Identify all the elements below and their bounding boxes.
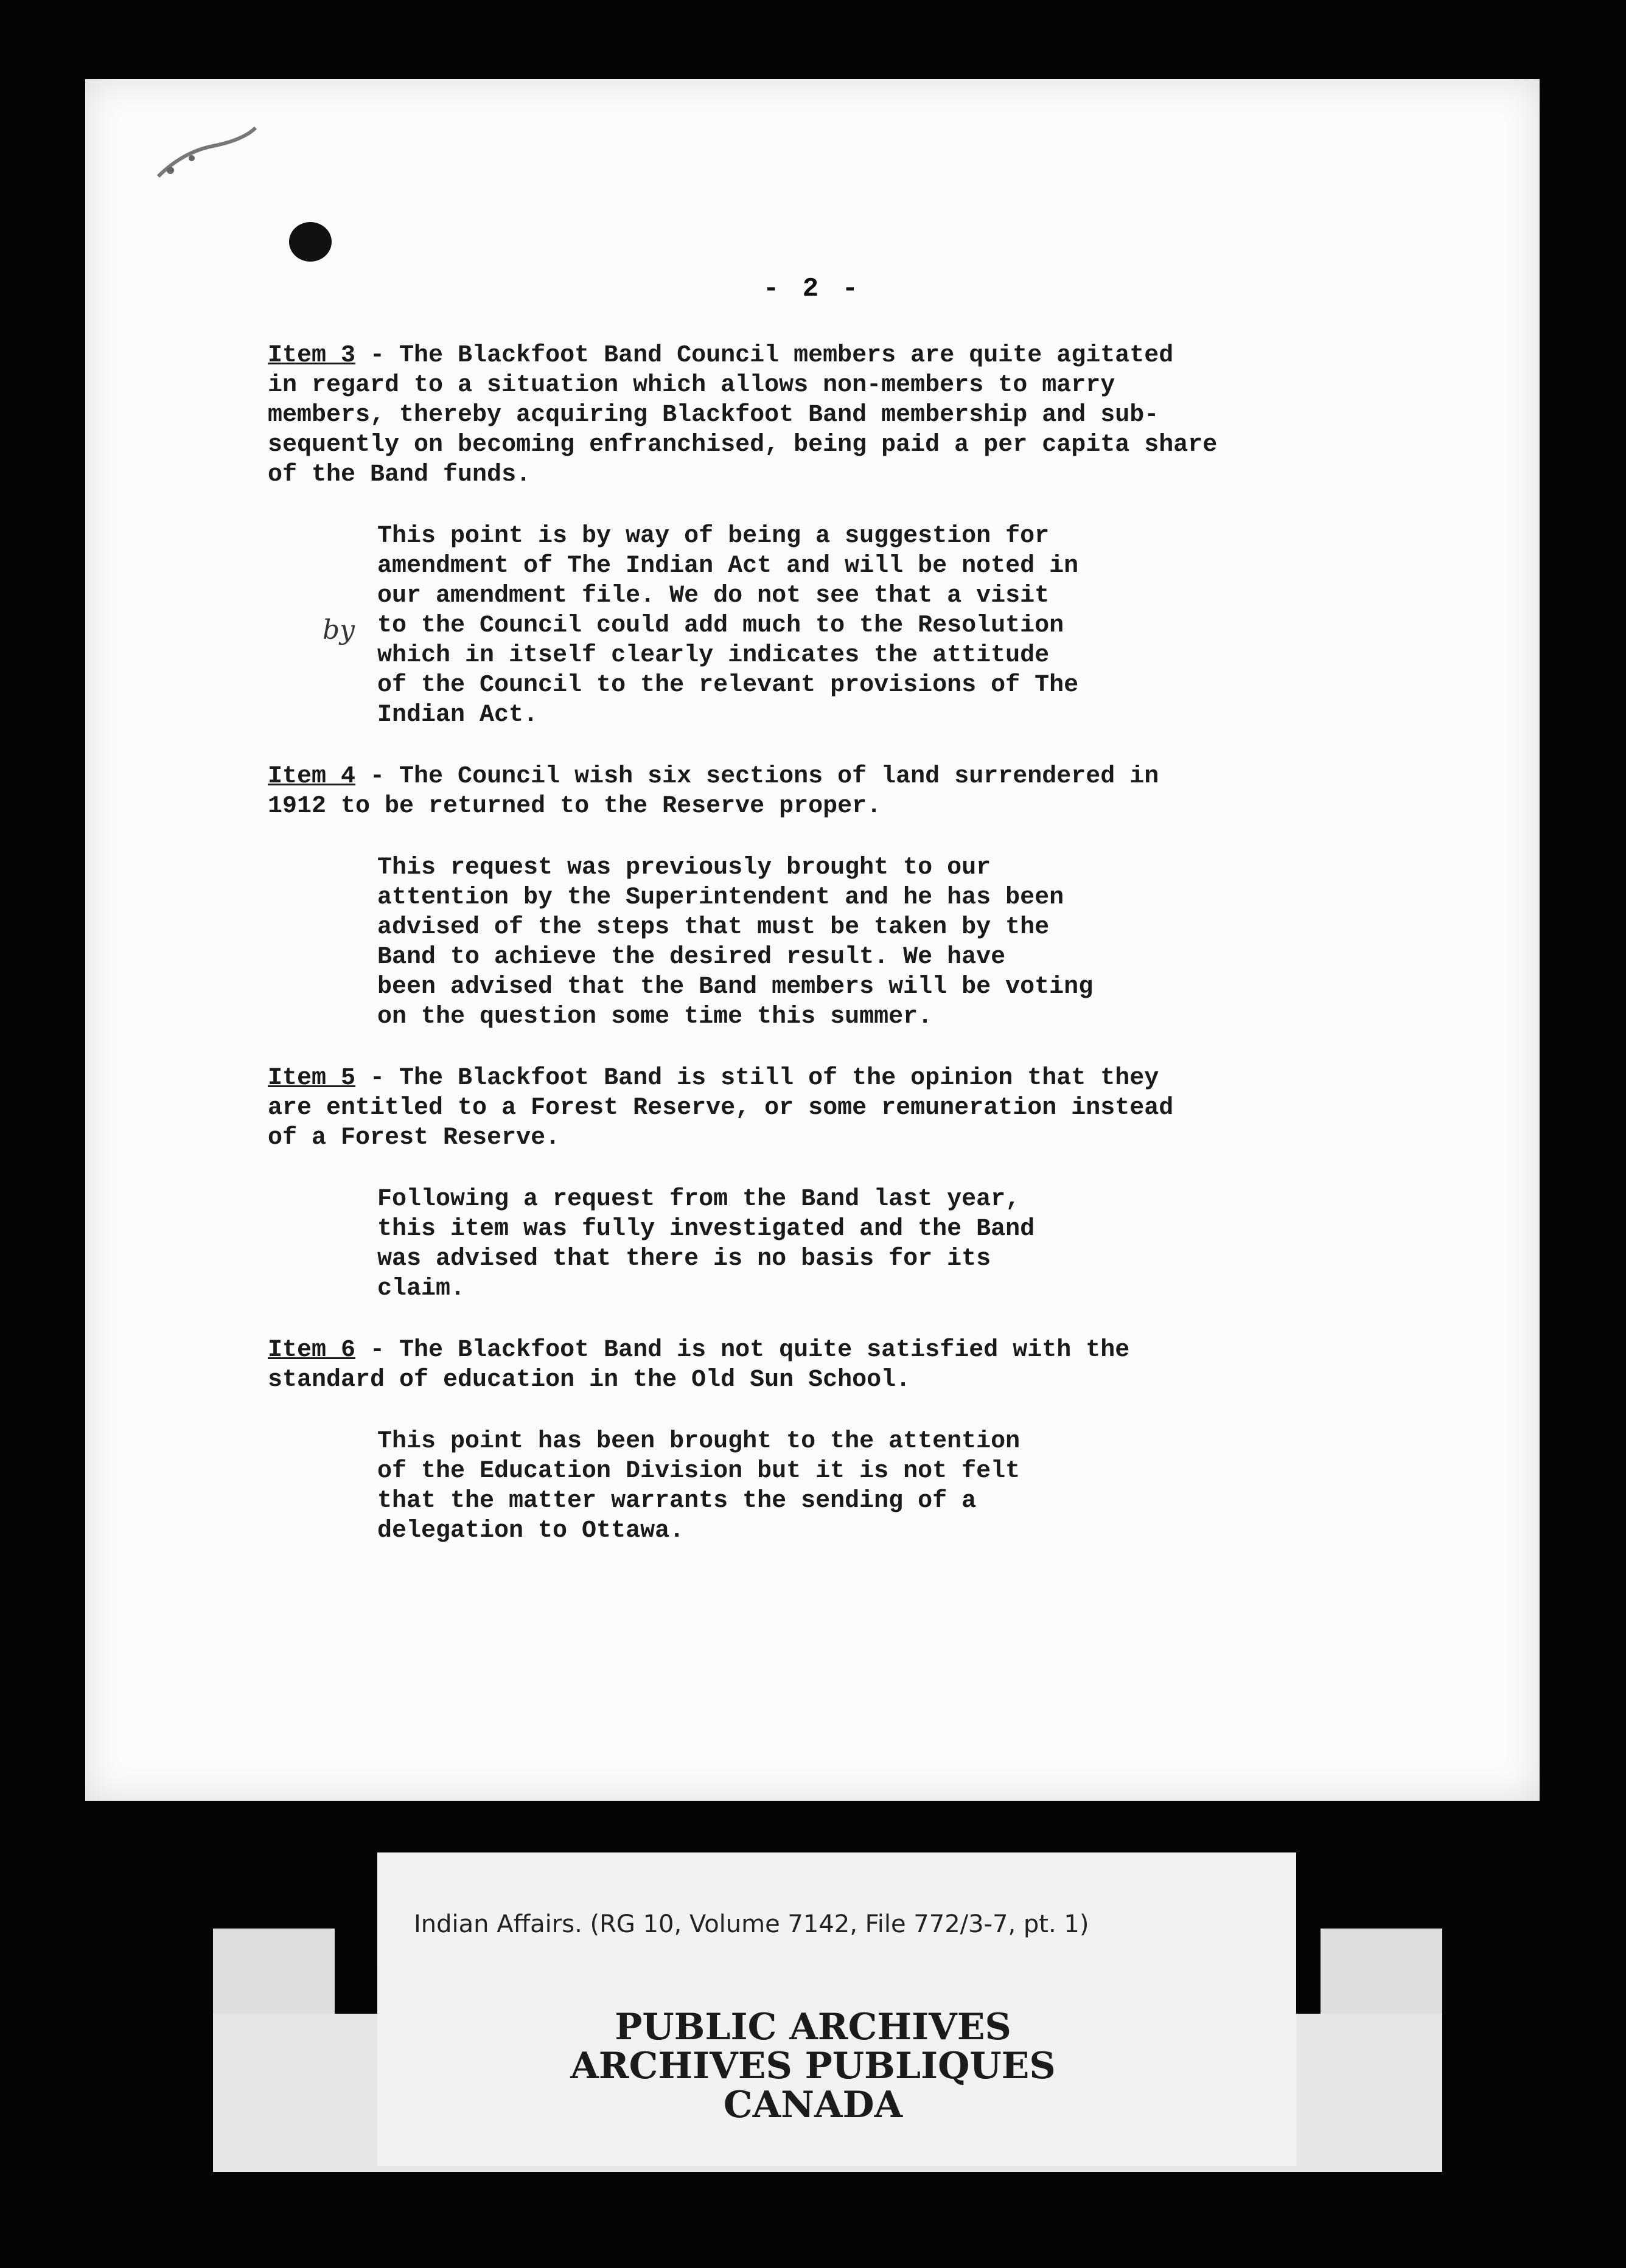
archive-plate-tab-right: [1321, 1929, 1442, 2014]
item-label: Item 4: [268, 763, 356, 790]
item-label: Item 5: [268, 1065, 356, 1092]
handwritten-margin-note: by: [323, 614, 355, 645]
item-4-reply: This request was previously brought to our attention by the Superintendent and he has been advised of the steps that must be taken by the Band to achieve the desired result. We have been advised that the Band members will be voting on the question some time this summer.: [377, 854, 1094, 1031]
item-text: - The Blackfoot Band Council members are quite agitated in regard to a situation which allows non-members to marry members, thereby acquiring Blackfoot Band membership and sub- sequently on becoming enfranchised, being paid a per capita share of the Band funds.: [268, 342, 1218, 489]
item-5-reply: Following a request from the Band last year, this item was fully investigated and the Band was advised that there is no basis for its claim.: [377, 1186, 1035, 1303]
punch-hole: [289, 222, 332, 262]
item-text: - The Council wish six sections of land surrendered in 1912 to be returned to the Reserve proper.: [268, 763, 1159, 820]
archive-stamp: [0, 2008, 1626, 2124]
item-text: - The Blackfoot Band is not quite satisfied with the standard of education in the Old Sun School.: [268, 1337, 1130, 1394]
archive-plate-gap-left: [335, 1929, 377, 2014]
item-3: [268, 341, 1363, 490]
archive-plate-tab-left: [213, 1929, 335, 2014]
archive-plate-gap-right: [1296, 1929, 1321, 2014]
item-label: Item 6: [268, 1337, 356, 1364]
document-body: [268, 341, 1363, 1578]
item-label: Item 3: [268, 342, 356, 369]
stamp-line-public-archives: PUBLIC ARCHIVES: [615, 2006, 1011, 2048]
item-6-reply: This point has been brought to the attention of the Education Division but it is not felt that the matter warrants the sending of a delegation to Ottawa.: [377, 1428, 1021, 1545]
page-number: - 2 -: [762, 274, 862, 304]
item-text: - The Blackfoot Band is still of the opinion that they are entitled to a Forest Reserve, or some remuneration instead of a Forest Reserve.: [268, 1065, 1174, 1152]
archive-reference: Indian Affairs. (RG 10, Volume 7142, File 772/3-7, pt. 1): [414, 1910, 1089, 1938]
item-5: [268, 1063, 1363, 1153]
stamp-line-canada: CANADA: [723, 2084, 903, 2126]
ink-smudge-mark: [146, 116, 268, 189]
stamp-line-archives-publiques: ARCHIVES PUBLIQUES: [570, 2045, 1056, 2087]
item-3-reply: This point is by way of being a suggestion for amendment of The Indian Act and will be noted in our amendment file. We do not see that a visit to the Council could add much to the Resolution which in itself clearly indicates the attitude of the Council to the relevant provisions of The Indian Act.: [377, 523, 1079, 729]
item-4: [268, 762, 1363, 821]
caption-card: [377, 1852, 1296, 1965]
item-6: [268, 1335, 1363, 1395]
